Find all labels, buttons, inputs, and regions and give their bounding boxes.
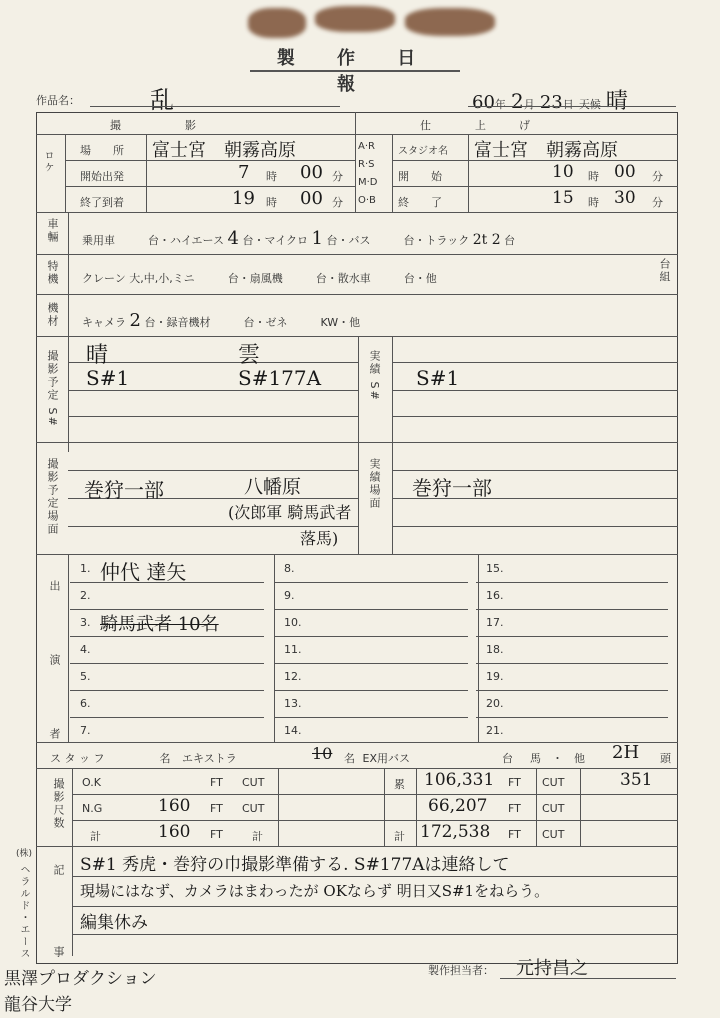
extra-count: 10: [312, 744, 333, 763]
end-hour: 15: [552, 188, 574, 208]
publisher-mark: (株): [16, 849, 33, 859]
divider: [468, 134, 469, 212]
cast-label: 出 演 者: [48, 580, 61, 765]
cast-number: 3.: [80, 616, 91, 629]
cut-unit: CUT: [542, 828, 565, 841]
day-value: 23: [539, 92, 563, 113]
cum-ng: 66,207: [428, 796, 488, 816]
location-plan-b: 八幡原: [244, 476, 302, 498]
weather-label: 天候: [578, 98, 601, 111]
vehicles-text-b: 台・マイクロ: [242, 234, 309, 247]
ft-unit: FT: [508, 776, 521, 789]
divider: [72, 820, 678, 821]
micro-count: 1: [311, 228, 323, 249]
divider: [392, 390, 678, 391]
truck-count: 2t 2: [472, 232, 501, 248]
ft-unit: FT: [210, 776, 223, 789]
month-value: 2: [511, 89, 524, 113]
divider: [278, 768, 279, 846]
camera-count: 2: [129, 310, 141, 331]
hiace-count: 4: [227, 228, 239, 249]
cast-entry-1: 仲代 達矢: [100, 560, 187, 584]
location-value: 富士宮 朝霧高原: [152, 140, 296, 161]
divider: [384, 768, 385, 846]
cut-unit: CUT: [242, 776, 265, 789]
cast-row-line: [476, 582, 668, 583]
divider: [36, 294, 678, 295]
scene-plan-label: 撮影予定 S#: [46, 350, 59, 428]
min-unit: 分: [332, 170, 343, 183]
cast-row-line: [274, 582, 468, 583]
notes-label: 記 事: [52, 864, 65, 987]
manager-underline: [500, 978, 676, 979]
total-value: 160: [158, 822, 191, 842]
special-label: 特機: [46, 260, 59, 286]
cast-number: 9.: [284, 589, 295, 602]
divider: [65, 186, 355, 187]
cast-number: 19.: [486, 670, 504, 683]
location-plan-b-note: (次郎軍 騎馬武者: [228, 503, 352, 522]
total-label: 計: [252, 830, 263, 843]
footage-label: 撮影尺数: [52, 778, 65, 830]
cast-row-line: [70, 636, 264, 637]
start-min: 00: [614, 162, 636, 182]
total-label: 計: [394, 830, 405, 843]
ft-unit: FT: [508, 802, 521, 815]
ok-label: O.K: [82, 776, 101, 789]
bus-unit: 台: [502, 752, 513, 765]
stain-mark: [405, 8, 495, 36]
hour-unit: 時: [588, 196, 599, 209]
cum-total: 172,538: [420, 822, 491, 842]
page-title: 製 作 日 報: [276, 48, 434, 95]
year-unit: 年: [494, 98, 506, 111]
staff-row-b: [344, 750, 410, 766]
cast-number: 11.: [284, 643, 302, 656]
date-underline: [468, 106, 676, 107]
cast-row-line: [476, 636, 668, 637]
manager-name: 元持昌之: [516, 958, 588, 979]
divider: [68, 390, 358, 391]
work-name: 乱: [150, 86, 174, 114]
divider: [36, 442, 678, 443]
cast-number: 7.: [80, 724, 91, 737]
divider: [72, 906, 678, 907]
divider: [392, 416, 678, 417]
year-value: 60: [472, 92, 495, 113]
studio-value: 富士宮 朝霧高原: [474, 140, 618, 161]
divider: [36, 846, 678, 847]
scene-weather-b: 雲: [238, 343, 261, 368]
month-unit: 月: [523, 98, 535, 111]
date-field: [472, 84, 628, 115]
divider: [146, 134, 147, 212]
cast-number: 12.: [284, 670, 302, 683]
cast-row-line: [70, 717, 264, 718]
work-label: 作品名：: [36, 94, 80, 107]
staff-text-a: ス タ ッ フ 名: [50, 752, 171, 765]
divider: [392, 336, 393, 554]
horse-label: 馬 ・ 他: [530, 752, 585, 765]
equipment-row: [82, 310, 360, 331]
staff-text-b: 名: [344, 752, 355, 765]
studio-label: スタジオ名: [398, 146, 448, 157]
divider: [36, 742, 678, 743]
cast-number: 14.: [284, 724, 302, 737]
ft-unit: FT: [210, 802, 223, 815]
divider: [36, 134, 678, 135]
divider: [358, 336, 359, 554]
finishing-codes: A·R R·S M·D O·B: [358, 141, 378, 206]
loca-side-label: ロケ: [42, 150, 53, 174]
work-underline: [90, 106, 340, 107]
divider: [392, 362, 678, 363]
stain-mark: [248, 8, 306, 38]
divider: [68, 554, 69, 742]
head-unit: 頭: [660, 752, 671, 765]
cast-row-line: [476, 609, 668, 610]
cast-number: 5.: [80, 670, 91, 683]
min-unit: 分: [332, 196, 343, 209]
divider: [392, 470, 678, 471]
equipment-text-a: キャメラ: [82, 316, 126, 329]
manager-label: 製作担当者：: [428, 964, 494, 977]
cast-number: 1.: [80, 562, 91, 575]
vehicles-text-c: 台・バス 台・トラック: [326, 234, 470, 247]
watermark-text: 龍谷大学: [4, 995, 72, 1015]
divider: [72, 768, 73, 846]
special-text: クレーン 大,中,小,ミニ 台・扇風機 台・散水車 台・他: [82, 272, 437, 285]
cast-number: 8.: [284, 562, 295, 575]
equipment-text-b: 台・録音機材 台・ゼネ KW・他: [144, 316, 361, 329]
location-actual-label: 実績場面: [368, 458, 381, 510]
note-line-3: 編集休み: [80, 913, 148, 933]
cast-number: 2.: [80, 589, 91, 602]
divider: [392, 134, 393, 212]
divider: [392, 526, 678, 527]
vehicles-row: [82, 228, 515, 249]
end-min: 30: [614, 188, 636, 208]
ex-bus-label: EX用バス: [362, 752, 410, 765]
arrival-min: 00: [300, 188, 323, 209]
start-hour: 10: [552, 162, 574, 182]
cast-number: 21.: [486, 724, 504, 737]
stain-mark: [315, 6, 395, 32]
divider: [416, 768, 417, 846]
divider: [65, 134, 66, 212]
location-label: 場 所: [80, 144, 124, 157]
cast-number: 13.: [284, 697, 302, 710]
location-plan-b-note: 落馬): [300, 529, 339, 548]
departure-min: 00: [300, 162, 323, 183]
divider: [72, 794, 678, 795]
location-plan-a: 巻狩一部: [84, 478, 164, 502]
departure-label: 開始出発: [80, 170, 124, 183]
cum-ok: 106,331: [424, 770, 495, 790]
divider: [36, 336, 678, 337]
cast-row-line: [476, 663, 668, 664]
cast-number: 18.: [486, 643, 504, 656]
vehicles-text-a: 乗用車 台・ハイエース: [82, 234, 225, 247]
divider: [68, 362, 358, 363]
day-unit: 日: [562, 98, 574, 111]
divider: [36, 554, 678, 555]
cum-ok-cut: 351: [620, 770, 653, 790]
min-unit: 分: [652, 196, 663, 209]
scene-weather-a: 晴: [86, 343, 109, 368]
special-corner: 台組: [658, 258, 671, 284]
divider: [36, 254, 678, 255]
cast-number: 16.: [486, 589, 504, 602]
cast-row-line: [70, 663, 264, 664]
vehicles-label: 車輛: [46, 218, 59, 244]
ng-label: N.G: [82, 802, 103, 815]
scene-actual: S#1: [416, 366, 460, 390]
cut-unit: CUT: [542, 802, 565, 815]
watermark-text: 黒澤プロダクション: [4, 969, 157, 989]
ng-value: 160: [158, 796, 191, 816]
divider: [72, 876, 678, 877]
cast-number: 15.: [486, 562, 504, 575]
cum-label: 累: [394, 778, 405, 791]
cast-row-line: [274, 663, 468, 664]
cast-row-line: [476, 690, 668, 691]
departure-hour: 7: [238, 162, 250, 183]
hour-unit: 時: [266, 196, 277, 209]
ft-unit: FT: [508, 828, 521, 841]
scene-b: S#177A: [238, 366, 322, 390]
finishing-section-label: 仕 上 げ: [420, 119, 530, 132]
total-label: 計: [90, 830, 101, 843]
hour-unit: 時: [266, 170, 277, 183]
cut-unit: CUT: [542, 776, 565, 789]
shooting-section-label: 撮 影: [110, 119, 200, 132]
horse-count: 2H: [612, 742, 640, 763]
extra-label: エキストラ: [182, 752, 237, 765]
cast-number: 17.: [486, 616, 504, 629]
hour-unit: 時: [588, 170, 599, 183]
divider: [536, 768, 537, 846]
divider: [68, 416, 358, 417]
divider: [36, 768, 678, 769]
note-line-1: S#1 秀虎・巻狩の巾撮影準備する. S#177Aは連絡して: [80, 855, 510, 875]
cut-unit: CUT: [242, 802, 265, 815]
min-unit: 分: [652, 170, 663, 183]
scene-actual-label: 実績 S#: [368, 350, 381, 402]
end-label: 終 了: [398, 196, 442, 209]
location-actual: 巻狩一部: [412, 476, 492, 500]
divider: [72, 934, 678, 935]
cast-row-line: [274, 690, 468, 691]
cast-number: 10.: [284, 616, 302, 629]
cast-number: 6.: [80, 697, 91, 710]
arrival-hour: 19: [232, 188, 255, 209]
divider: [355, 112, 356, 212]
divider: [72, 846, 73, 956]
divider: [68, 470, 358, 471]
divider: [580, 768, 581, 846]
vehicles-text-d: 台: [504, 234, 516, 247]
cast-row-line: [274, 717, 468, 718]
location-plan-label: 撮影予定場面: [46, 458, 59, 536]
equipment-label: 機材: [46, 302, 59, 328]
arrival-label: 終了到着: [80, 196, 124, 209]
scene-a: S#1: [86, 366, 130, 390]
divider: [36, 212, 678, 213]
note-line-2: 現場にはなず、カメラはまわったが OKならず 明日又S#1をねらう。: [80, 882, 550, 900]
weather-value: 晴: [605, 89, 628, 114]
publisher-name: ヘラルド・エース: [18, 864, 29, 960]
title-underline: [250, 70, 460, 72]
cast-row-line: [274, 636, 468, 637]
cast-entry-3: 騎馬武者 10名: [100, 614, 219, 635]
staff-row-a: [50, 750, 237, 766]
cast-number: 4.: [80, 643, 91, 656]
divider: [392, 186, 678, 187]
cast-number: 20.: [486, 697, 504, 710]
start-label: 開 始: [398, 170, 442, 183]
cast-row-line: [476, 717, 668, 718]
cast-row-line: [274, 609, 468, 610]
cast-row-line: [70, 690, 264, 691]
ft-unit: FT: [210, 828, 223, 841]
